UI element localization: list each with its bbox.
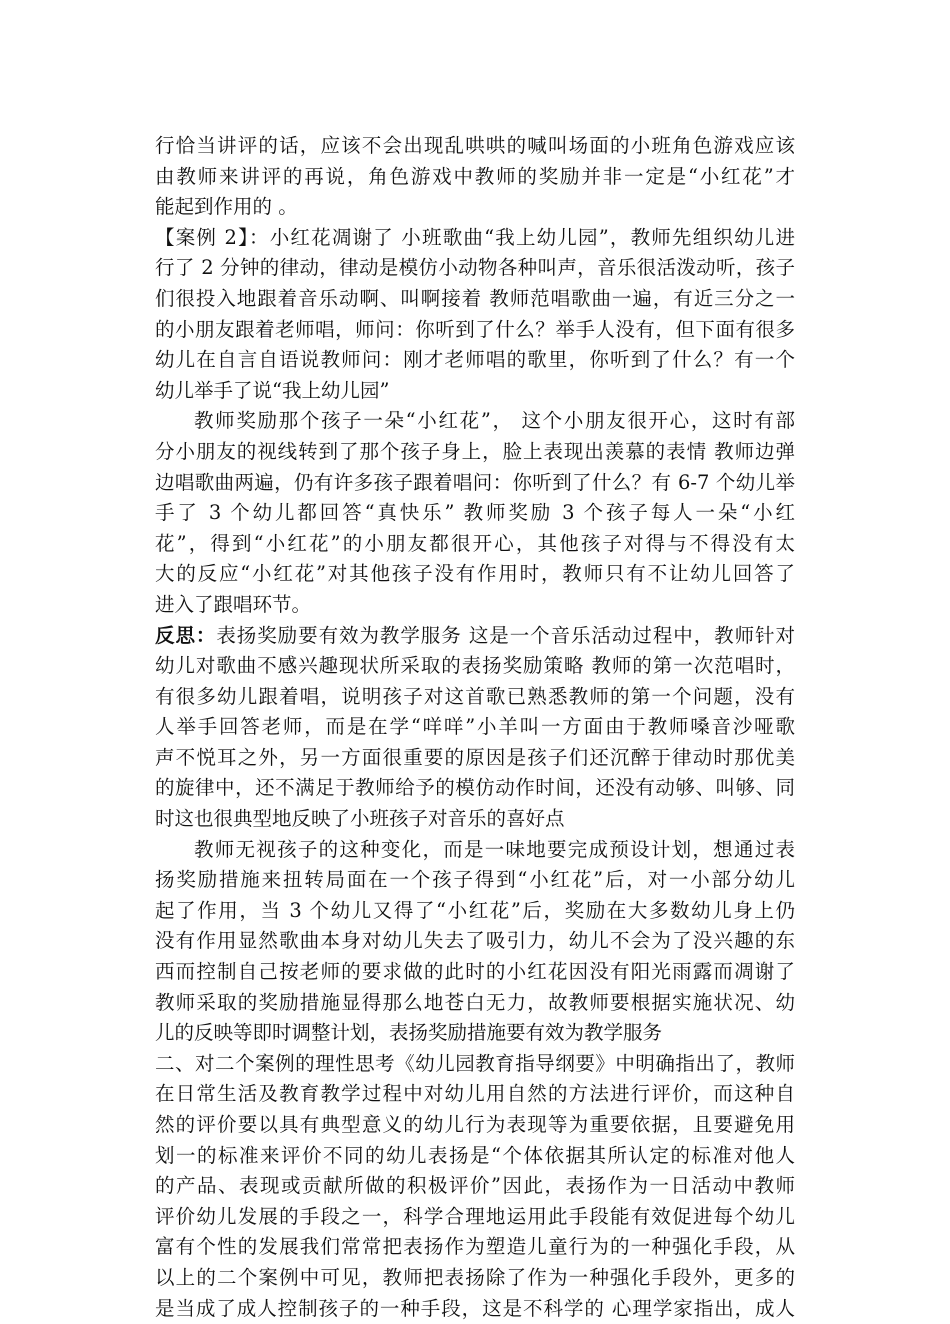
text-line: 幼儿举手了说“我上幼儿园” — [155, 378, 390, 402]
text-line: 的小朋友跟着老师唱，师问：你听到了什么？举手人没有，但下面有很多 — [155, 317, 795, 341]
text-line: 在日常生活及教育教学过程中对幼儿用自然的方法进行评价，而这种自 — [155, 1082, 795, 1106]
text-line: 二、对二个案例的理性思考《幼儿园教育指导纲要》中明确指出了，教师 — [155, 1051, 795, 1075]
text-line: 分小朋友的视线转到了那个孩子身上，脸上表现出羡慕的表情 教师边弹 — [155, 439, 795, 463]
text-line: 教师奖励那个孩子一朵“小红花”， 这个小朋友很开心，这时有部 — [194, 409, 795, 433]
text-line: 的旋律中，还不满足于教师给予的模仿动作时间，还没有动够、叫够、同 — [155, 776, 795, 800]
document-page — [155, 131, 795, 1324]
text-line: 教师无视孩子的这种变化，而是一味地要完成预设计划，想通过表 — [194, 837, 795, 861]
text-line: 西而控制自己按老师的要求做的此时的小红花因没有阳光雨露而凋谢了 — [155, 960, 795, 984]
text-line: 【案例 2】：小红花凋谢了 小班歌曲“我上幼儿园”，教师先组织幼儿进 — [155, 225, 795, 249]
text-line: 是当成了成人控制孩子的一种手段，这是不科学的 心理学家指出，成人 — [155, 1296, 795, 1320]
text-line: 没有作用显然歌曲本身对幼儿失去了吸引力，幼儿不会为了没兴趣的东 — [155, 929, 795, 953]
text-line: 们很投入地跟着音乐动啊、叫啊接着 教师范唱歌曲一遍，有近三分之一 — [155, 286, 795, 310]
text-line: 边唱歌曲两遍，仍有许多孩子跟着唱问：你听到了什么？有 6-7 个幼儿举 — [155, 470, 795, 494]
text-line: 能起到作用的 。 — [155, 195, 298, 219]
text-line: 手了 3 个幼儿都回答“真快乐” 教师奖励 3 个孩子每人一朵“小红 — [155, 501, 795, 525]
reflection-label: 反思： — [155, 623, 217, 647]
text-line: 评价幼儿发展的手段之一，科学合理地运用此手段能有效促进每个幼儿 — [155, 1204, 795, 1228]
text-line: 划一的标准来评价不同的幼儿表扬是“个体依据其所认定的标准对他人 — [155, 1143, 795, 1167]
text-line: 由教师来讲评的再说，角色游戏中教师的奖励并非一定是“小红花”才 — [155, 164, 795, 188]
text-line: 然的评价要以具有典型意义的幼儿行为表现等为重要依据，且要避免用 — [155, 1113, 795, 1136]
text-line: 幼儿在自言自语说教师问：刚才老师唱的歌里，你听到了什么？有一个 — [155, 348, 795, 372]
text-line: 声不悦耳之外，另一方面很重要的原因是孩子们还沉醉于律动时那优美 — [155, 745, 795, 769]
text-line: 人举手回答老师，而是在学“咩咩”小羊叫一方面由于教师嗓音沙哑歌 — [155, 715, 795, 739]
text-line: 教师采取的奖励措施显得那么地苍白无力，故教师要根据实施状况、幼 — [155, 990, 795, 1014]
text-line: 起了作用，当 3 个幼儿又得了“小红花”后，奖励在大多数幼儿身上仍 — [155, 898, 795, 922]
text-line: 儿的反映等即时调整计划，表扬奖励措施要有效为教学服务 — [155, 1021, 663, 1045]
text-line: 大的反应“小红花”对其他孩子没有作用时，教师只有不让幼儿回答了 — [155, 562, 795, 586]
reflection-text: 表扬奖励要有效为教学服务 这是一个音乐活动过程中，教师针对 — [216, 623, 795, 647]
text-line: 的产品、表现或贡献所做的积极评价”因此，表扬作为一日活动中教师 — [155, 1174, 795, 1198]
text-line: 时这也很典型地反映了小班孩子对音乐的喜好点 — [155, 807, 565, 831]
text-line: 富有个性的发展我们常常把表扬作为塑造儿童行为的一种强化手段，从 — [155, 1235, 795, 1259]
text-line: 以上的二个案例中可见，教师把表扬除了作为一种强化手段外，更多的 — [155, 1265, 795, 1289]
text-line: 扬奖励措施来扭转局面在一个孩子得到“小红花”后，对一小部分幼儿 — [155, 868, 795, 892]
text-line: 幼儿对歌曲不感兴趣现状所采取的表扬奖励策略 教师的第一次范唱时， — [155, 654, 795, 678]
text-line: 行恰当讲评的话，应该不会出现乱哄哄的喊叫场面的小班角色游戏应该 — [155, 134, 795, 157]
text-line: 花”，得到“小红花”的小朋友都很开心，其他孩子对得与不得没有太 — [155, 531, 795, 555]
text-line — [155, 621, 795, 652]
text-line: 有很多幼儿跟着唱，说明孩子对这首歌已熟悉教师的第一个问题，没有 — [155, 684, 795, 708]
text-line: 进入了跟唱环节。 — [155, 592, 312, 616]
text-line: 行了 2 分钟的律动，律动是模仿小动物各种叫声，音乐很活泼动听，孩子 — [155, 256, 795, 280]
